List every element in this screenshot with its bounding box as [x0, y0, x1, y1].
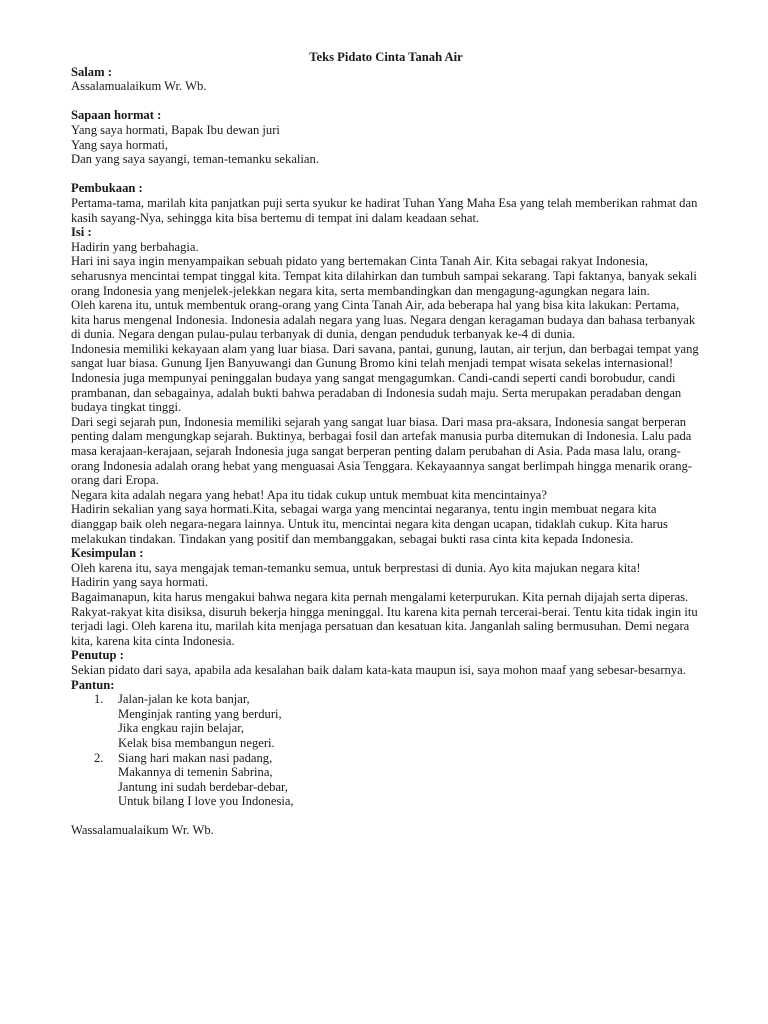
pantun-line: Menginjak ranting yang berduri,	[118, 706, 282, 721]
pantun-line: Kelak bisa membangun negeri.	[118, 735, 275, 750]
spacer	[71, 167, 701, 182]
kesimpulan-heading: Kesimpulan :	[71, 546, 144, 561]
pantun-item	[71, 692, 701, 750]
kesimpulan-paragraph: Oleh karena itu, saya mengajak teman-temanku semua, untuk berprestasi di dunia. Ayo kita majukan negara kita!	[71, 560, 641, 575]
pantun-line: Jika engkau rajin belajar,	[118, 721, 245, 736]
spacer	[71, 809, 701, 824]
penutup-heading: Penutup :	[71, 648, 124, 663]
isi-paragraph: Hadirin yang berbahagia.	[71, 239, 199, 254]
spacer	[71, 94, 701, 109]
salam-text: Assalamualaikum Wr. Wb.	[71, 79, 207, 94]
pantun-number: 1.	[94, 692, 104, 707]
pembukaan-text: Pertama-tama, marilah kita panjatkan puji serta syukur ke hadirat Tuhan Yang Maha Esa yang telah memberikan rahmat dan kasih sayang-Nya, sehingga kita bisa bertemu di tempat ini dalam keadaan sehat.	[71, 195, 698, 225]
pantun-line: Jantung ini sudah berdebar-debar,	[118, 779, 288, 794]
pantun-line: Makannya di temenin Sabrina,	[118, 765, 273, 780]
pantun-line: Untuk bilang I love you Indonesia,	[118, 794, 294, 809]
isi-paragraph: Oleh karena itu, untuk membentuk orang-orang yang Cinta Tanah Air, ada beberapa hal yang bisa kita lakukan: Pertama, kita harus mengenal Indonesia. Indonesia adalah negara yang luas. Negara dengan keragaman budaya dan bahasa terbanyak di dunia. Negara dengan pulau-pulau terbanyak di dunia, dengan penduduk terbanyak ke-4 di dunia.	[71, 298, 696, 342]
pantun-number: 2.	[94, 750, 104, 765]
isi-paragraph: Negara kita adalah negara yang hebat! Apa itu tidak cukup untuk membuat kita mencintainya?	[71, 487, 547, 502]
pantun-list	[71, 692, 701, 809]
isi-paragraph: Indonesia memiliki kekayaan alam yang luar biasa. Dari savana, pantai, gunung, lautan, air terjun, dan berbagai tempat yang sangat luar biasa. Gunung Ijen Banyuwangi dan Gunung Bromo kini telah menjadi tempat wisata sekelas internasional! Indonesia juga mempunyai peninggalan budaya yang sangat mengagumkan. Candi-candi seperti candi borobudur, candi prambanan, dan sebagainya, adalah bukti bahwa peradaban di Indonesia sudah maju. Serta merupakan peradaban dengan budaya tingkat tinggi.	[71, 341, 699, 415]
penutup-text: Sekian pidato dari saya, apabila ada kesalahan baik dalam kata-kata maupun isi, saya mohon maaf yang sebesar-besarnya.	[71, 662, 686, 677]
isi-paragraph: Hadirin sekalian yang saya hormati.Kita, sebagai warga yang mencintai negaranya, tentu ingin membuat negara kita dianggap baik oleh negara-negara lainnya. Untuk itu, mencintai negara kita dengan ucapan, tidaklah cukup. Kita harus melakukan tindakan. Tindakan yang positif dan membanggakan, sebagai bukti rasa cinta kita kepada Indonesia.	[71, 502, 668, 546]
pembukaan-heading: Pembukaan :	[71, 181, 143, 196]
closing-greeting: Wassalamualaikum Wr. Wb.	[71, 823, 214, 838]
sapaan-heading: Sapaan hormat :	[71, 108, 162, 123]
pantun-line: Siang hari makan nasi padang,	[118, 750, 273, 765]
sapaan-line: Yang saya hormati, Bapak Ibu dewan juri	[71, 122, 280, 137]
isi-paragraph: Dari segi sejarah pun, Indonesia memiliki sejarah yang sangat luar biasa. Dari masa pra-aksara, Indonesia sangat berperan penting dalam mengungkap sejarah. Buktinya, berbagai fosil dan artefak manusia purba ditemukan di Indonesia. Lalu pada masa kerajaan-kerajaan, sejarah Indonesia juga sangat berperan penting dalam perubahan di Asia. Pada masa lalu, orang-orang Indonesia adalah orang hebat yang menguasai Asia Tenggara. Kekayaannya sangat berlimpah hingga menarik orang-orang dari Eropa.	[71, 414, 692, 488]
isi-paragraph: Hari ini saya ingin menyampaikan sebuah pidato yang bertemakan Cinta Tanah Air. Kita sebagai rakyat Indonesia, seharusnya mencintai tempat tinggal kita. Tempat kita dilahirkan dan tumbuh sampai sekarang. Tapi faktanya, banyak sekali orang Indonesia yang menjelek-jelekkan negara kita, serta membandingkan dan mengagung-agungkan negara lain.	[71, 254, 697, 298]
kesimpulan-paragraph: Bagaimanapun, kita harus mengakui bahwa negara kita pernah mengalami keterpurukan. Kita pernah dijajah serta diperas. Rakyat-rakyat kita disiksa, disuruh bekerja hingga meninggal. Itu karena kita pernah tercerai-berai. Tentu kita tidak ingin itu terjadi lagi. Oleh karena itu, marilah kita menjaga persatuan dan kesatuan kita. Janganlah saling bermusuhan. Demi negara kita, karena kita cinta Indonesia.	[71, 589, 698, 648]
speech-text	[71, 50, 701, 838]
kesimpulan-paragraph: Hadirin yang saya hormati.	[71, 575, 209, 590]
salam-heading: Salam :	[71, 64, 112, 79]
pantun-item	[71, 751, 701, 809]
sapaan-line: Dan yang saya sayangi, teman-temanku sekalian.	[71, 152, 319, 167]
pantun-line: Jalan-jalan ke kota banjar,	[118, 692, 250, 707]
pantun-heading: Pantun:	[71, 677, 115, 692]
sapaan-line: Yang saya hormati,	[71, 137, 169, 152]
isi-heading: Isi :	[71, 225, 92, 240]
document-title: Teks Pidato Cinta Tanah Air	[309, 50, 463, 64]
